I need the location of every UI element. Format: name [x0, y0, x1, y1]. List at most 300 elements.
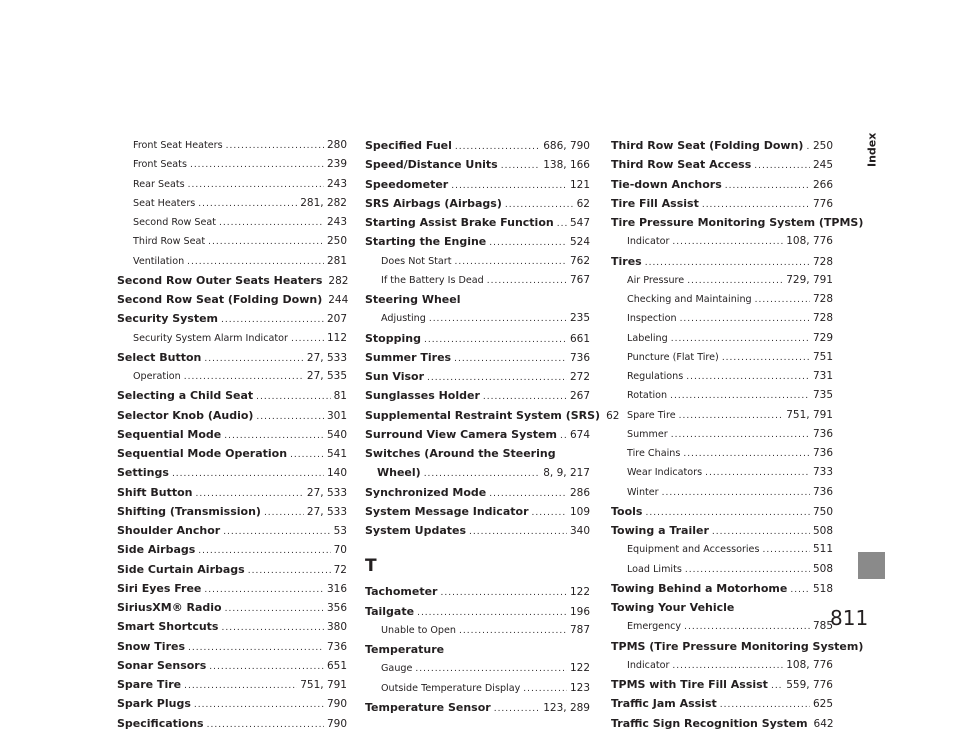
index-column-1 — [117, 136, 347, 733]
entry-label: Tailgate — [365, 604, 415, 618]
entry-page-ref: 751, 791 — [786, 408, 833, 421]
entry-page-ref: 762 — [569, 254, 590, 267]
dot-leader — [685, 561, 810, 580]
dot-leader — [290, 446, 324, 465]
index-subentry — [611, 483, 833, 502]
entry-page-ref: 736 — [569, 351, 590, 364]
index-subentry — [611, 444, 833, 463]
entry-page-ref: 138, 166 — [543, 159, 590, 172]
dot-leader — [754, 157, 810, 176]
index-subentry — [117, 155, 347, 174]
index-entry — [611, 694, 833, 713]
dot-leader — [248, 562, 331, 581]
entry-label: Security System Alarm Indicator — [133, 332, 288, 344]
entry-label: Summer — [627, 428, 668, 440]
entry-page-ref: 559, 776 — [786, 679, 833, 691]
entry-label: Equipment and Accessories — [627, 544, 760, 556]
index-subentry — [117, 252, 347, 271]
entry-label: Supplemental Restraint System (SRS) — [365, 408, 601, 422]
entry-label: Shoulder Anchor — [117, 524, 221, 537]
index-entry — [365, 194, 590, 213]
index-heading — [365, 640, 590, 659]
dot-leader — [725, 177, 810, 196]
entry-page-ref: 266 — [812, 178, 833, 191]
entry-label: Wear Indicators — [627, 467, 703, 479]
index-entry — [117, 714, 347, 733]
entry-page-ref: 731 — [812, 370, 833, 382]
entry-page-ref: 625 — [812, 698, 833, 711]
entry-page-ref: 81 — [333, 390, 347, 403]
index-subentry — [611, 656, 833, 675]
index-entry — [611, 252, 833, 271]
entry-label: Second Row Seat — [133, 217, 216, 228]
entry-page-ref: 281, 282 — [300, 196, 347, 209]
entry-page-ref: 728 — [812, 255, 833, 268]
dot-leader — [219, 214, 324, 233]
index-group-t — [365, 582, 590, 717]
entry-label: Shift Button — [117, 485, 193, 499]
dot-leader — [256, 408, 324, 427]
index-subentry — [611, 386, 833, 405]
index-entry — [117, 656, 347, 675]
entry-page-ref: 196 — [569, 605, 590, 618]
entry-label: Towing Behind a Motorhome — [611, 581, 788, 595]
entry-page-ref: 280 — [326, 139, 347, 151]
entry-label: Third Row Seat (Folding Down) — [611, 139, 804, 152]
dot-leader — [494, 700, 541, 719]
dot-leader — [755, 291, 810, 310]
dot-leader — [209, 658, 324, 677]
entry-page-ref: 674 — [569, 428, 590, 441]
entry-label: Third Row Seat — [133, 236, 206, 248]
entry-label: Side Curtain Airbags — [117, 562, 245, 576]
entry-label: Starting Assist Brake Function — [365, 216, 554, 229]
dot-leader — [188, 639, 324, 658]
entry-page-ref: 53 — [333, 525, 347, 537]
index-entry — [611, 714, 833, 733]
index-subentry — [117, 367, 347, 386]
entry-label: Outside Temperature Display — [381, 682, 521, 694]
index-entry — [117, 694, 347, 713]
entry-label: Snow Tires — [117, 639, 186, 653]
entry-label: Selecting a Child Seat — [117, 389, 254, 403]
entry-page-ref: 27, 533 — [306, 486, 347, 499]
entry-page-ref: 27, 533 — [306, 505, 347, 518]
index-entry — [611, 579, 833, 598]
dot-leader — [194, 696, 324, 715]
entry-label: Smart Shortcuts — [117, 620, 219, 634]
entry-label: Front Seats — [133, 159, 187, 171]
entry-label: Sequential Mode Operation — [117, 447, 288, 460]
entry-label: Tools — [611, 504, 643, 518]
index-entry — [117, 406, 347, 425]
dot-leader — [172, 465, 324, 484]
index-heading — [365, 290, 590, 309]
entry-page-ref: 541 — [326, 448, 347, 460]
entry-label: Adjusting — [381, 313, 426, 325]
entry-label: Traffic Sign Recognition System — [611, 716, 808, 730]
entry-page-ref: 108, 776 — [786, 658, 833, 671]
index-entry — [117, 617, 347, 636]
index-subentry — [611, 425, 833, 444]
entry-page-ref: 72 — [333, 563, 347, 576]
entry-label: Third Row Seat Access — [611, 158, 752, 172]
entry-page-ref: 244 — [328, 294, 349, 306]
entry-page-ref: 790 — [326, 698, 347, 711]
entry-page-ref: 250 — [812, 140, 833, 152]
dot-leader — [204, 581, 324, 600]
entry-page-ref: 207 — [326, 313, 347, 326]
entry-page-ref: 250 — [326, 235, 347, 248]
index-entry — [365, 386, 590, 405]
entry-label: Towing a Trailer — [611, 524, 709, 537]
entry-label: Load Limits — [627, 563, 682, 575]
entry-label: Steering Wheel — [365, 293, 461, 306]
entry-page-ref: 524 — [569, 236, 590, 249]
index-subentry — [611, 232, 833, 251]
dot-leader — [225, 600, 324, 619]
entry-label: Gauge — [381, 663, 413, 675]
entry-label: Winter — [627, 486, 659, 498]
entry-label: SiriusXM® Radio — [117, 601, 222, 614]
entry-label: Front Seat Heaters — [133, 140, 223, 151]
dot-leader — [455, 253, 567, 272]
entry-label: Stopping — [365, 331, 421, 345]
index-entry — [117, 271, 347, 290]
dot-leader — [806, 138, 809, 157]
index-entry — [365, 213, 590, 232]
index-entry — [611, 175, 833, 194]
index-entry — [611, 194, 833, 213]
entry-page-ref: 547 — [569, 217, 590, 229]
index-subentry — [365, 271, 590, 290]
dot-leader — [198, 195, 297, 214]
index-entry — [365, 136, 590, 155]
index-heading — [611, 213, 864, 232]
index-entry — [365, 406, 620, 425]
index-subentry — [365, 679, 590, 698]
entry-label: Security System — [117, 312, 219, 326]
dot-leader — [221, 619, 323, 638]
entry-label: Emergency — [627, 621, 682, 633]
entry-page-ref: 245 — [812, 159, 833, 172]
dot-leader — [722, 349, 810, 368]
dot-leader — [226, 137, 324, 156]
entry-label: Surround View Camera System — [365, 427, 557, 441]
entry-label: Tire Chains — [627, 448, 681, 459]
index-entry — [365, 483, 590, 502]
entry-page-ref: 785 — [812, 620, 833, 633]
dot-leader — [670, 387, 810, 406]
dot-leader — [184, 368, 304, 387]
entry-page-ref: 122 — [569, 662, 590, 675]
entry-page-ref: 281 — [326, 254, 347, 267]
dot-leader — [560, 427, 567, 446]
entry-page-ref: 661 — [569, 332, 590, 345]
dot-leader — [762, 541, 810, 560]
entry-label: Spark Plugs — [117, 697, 191, 711]
entry-page-ref: 686, 790 — [543, 140, 590, 152]
index-subentry — [611, 617, 833, 636]
entry-label: Sonar Sensors — [117, 658, 207, 672]
dot-leader — [429, 310, 567, 329]
dot-leader — [415, 660, 567, 679]
dot-leader — [223, 523, 330, 542]
entry-label: Indicator — [627, 659, 670, 671]
index-entry — [611, 155, 833, 174]
index-entry — [117, 540, 347, 559]
entry-page-ref: 286 — [569, 486, 590, 499]
entry-page-ref: 540 — [326, 428, 347, 441]
dot-leader — [256, 388, 330, 407]
index-entry — [117, 502, 347, 521]
entry-label: Sequential Mode — [117, 427, 222, 441]
index-entry — [365, 367, 590, 386]
entry-label: Rear Seats — [133, 178, 185, 190]
entry-page-ref: 736 — [812, 427, 833, 440]
dot-leader — [187, 253, 324, 272]
dot-leader — [291, 330, 324, 349]
entry-label: Second Row Seat (Folding Down) — [117, 293, 323, 306]
entry-page-ref: 751 — [812, 350, 833, 363]
entry-page-ref: 642 — [813, 717, 834, 730]
entry-page-ref: 62 — [576, 197, 590, 210]
entry-page-ref: 243 — [326, 216, 347, 228]
index-subentry — [611, 540, 833, 559]
index-entry-continued — [365, 463, 590, 482]
entry-page-ref: 27, 535 — [306, 370, 347, 382]
entry-label: Specifications — [117, 716, 204, 730]
dot-leader — [532, 504, 567, 523]
entry-page-ref: 122 — [569, 586, 590, 599]
entry-label: Tires — [611, 254, 642, 268]
index-entry — [117, 309, 347, 328]
dot-leader — [487, 272, 567, 291]
dot-leader — [679, 407, 784, 426]
entry-label: Spare Tire — [627, 409, 676, 421]
dot-leader — [188, 176, 324, 195]
index-subentry — [611, 290, 833, 309]
index-entry — [117, 483, 347, 502]
index-subentry — [611, 406, 833, 425]
entry-page-ref: 511 — [812, 543, 833, 556]
index-entry — [117, 598, 347, 617]
entry-label: Rotation — [627, 390, 668, 402]
index-entry — [365, 155, 590, 174]
dot-leader — [771, 677, 783, 696]
entry-label: System Message Indicator — [365, 504, 529, 518]
dot-leader — [454, 350, 567, 369]
entry-label: Summer Tires — [365, 350, 452, 364]
entry-page-ref: 121 — [569, 178, 590, 191]
index-entry — [117, 348, 347, 367]
entry-label: Selector Knob (Audio) — [117, 408, 254, 422]
entry-label: Labeling — [627, 332, 668, 344]
entry-label: Inspection — [627, 313, 677, 325]
dot-leader — [672, 233, 783, 252]
entry-page-ref: 750 — [812, 505, 833, 518]
entry-page-ref: 787 — [569, 623, 590, 636]
page-number: 811 — [830, 606, 869, 630]
index-subentry — [365, 621, 590, 640]
index-column-2 — [365, 136, 620, 717]
index-subentry — [611, 271, 833, 290]
entry-page-ref: 736 — [812, 485, 833, 498]
entry-label: Specified Fuel — [365, 139, 452, 152]
index-entry — [365, 348, 590, 367]
entry-label: Tire Fill Assist — [611, 196, 699, 210]
entry-label: Regulations — [627, 371, 684, 382]
dot-leader — [440, 584, 566, 603]
entry-label: Does Not Start — [381, 255, 452, 267]
entry-label: TPMS (Tire Pressure Monitoring System) — [611, 639, 864, 653]
entry-label: Indicator — [627, 236, 670, 248]
entry-label: Checking and Maintaining — [627, 294, 752, 305]
entry-label: Seat Heaters — [133, 197, 196, 209]
side-tab-marker — [858, 552, 885, 579]
entry-page-ref: 728 — [812, 312, 833, 325]
dot-leader — [264, 504, 304, 523]
index-subentry — [117, 175, 347, 194]
dot-leader — [680, 310, 810, 329]
entry-label: Siri Eyes Free — [117, 581, 202, 595]
index-entry — [611, 521, 833, 540]
index-subentry — [117, 213, 347, 232]
entry-page-ref: 282 — [328, 274, 349, 287]
dot-leader — [557, 215, 567, 234]
entry-label: Speedometer — [365, 177, 449, 191]
side-tab-label: Index — [865, 132, 879, 168]
entry-page-ref: 316 — [326, 582, 347, 595]
entry-page-ref: 518 — [812, 582, 833, 595]
entry-label: Operation — [133, 371, 181, 382]
dot-leader — [790, 581, 810, 600]
entry-label: Switches (Around the Steering — [365, 447, 556, 460]
entry-page-ref: 728 — [812, 293, 833, 305]
entry-page-ref: 109 — [569, 505, 590, 518]
entry-label: Temperature Sensor — [365, 700, 491, 714]
index-entry — [117, 290, 347, 309]
entry-label: Puncture (Flat Tire) — [627, 351, 719, 363]
index-subentry — [365, 309, 590, 328]
dot-leader — [683, 445, 810, 464]
index-entry — [117, 560, 347, 579]
dot-leader — [671, 330, 810, 349]
entry-page-ref: 112 — [326, 331, 347, 344]
index-entry — [117, 637, 347, 656]
entry-page-ref: 356 — [326, 602, 347, 614]
entry-label: Ventilation — [133, 255, 185, 267]
entry-label: Traffic Jam Assist — [611, 697, 717, 711]
index-entry — [365, 521, 590, 540]
entry-page-ref: 508 — [812, 525, 833, 537]
entry-label: Tire Pressure Monitoring System (TPMS) — [611, 216, 864, 229]
index-entry — [117, 444, 347, 463]
dot-leader — [501, 157, 541, 176]
entry-page-ref: 70 — [333, 544, 347, 557]
entry-page-ref: 651 — [326, 659, 347, 672]
index-entry — [365, 425, 590, 444]
index-entry — [117, 675, 347, 694]
index-entry — [365, 175, 590, 194]
index-heading — [365, 444, 590, 463]
entry-label: Select Button — [117, 350, 202, 364]
index-subentry — [117, 136, 347, 155]
entry-label: Shifting (Transmission) — [117, 504, 261, 518]
dot-leader — [687, 272, 783, 291]
dot-leader — [672, 657, 783, 676]
index-entry — [611, 675, 833, 694]
dot-leader — [489, 234, 567, 253]
dot-leader — [184, 677, 297, 696]
entry-label: Towing Your Vehicle — [611, 601, 735, 614]
index-entry — [365, 329, 590, 348]
entry-page-ref: 27, 533 — [306, 351, 347, 364]
dot-leader — [671, 426, 810, 445]
entry-page-ref: 301 — [326, 409, 347, 422]
entry-page-ref: 380 — [326, 621, 347, 634]
entry-label: Starting the Engine — [365, 235, 487, 249]
dot-leader — [684, 618, 810, 637]
entry-page-ref: 729 — [812, 331, 833, 344]
entry-label: Side Airbags — [117, 543, 196, 557]
index-entry — [117, 463, 347, 482]
index-heading — [611, 598, 833, 617]
index-subentry — [365, 659, 590, 678]
index-subentry — [611, 560, 833, 579]
index-entry — [117, 425, 347, 444]
entry-label: Tachometer — [365, 585, 438, 599]
entry-page-ref: 235 — [569, 312, 590, 325]
entry-page-ref: 108, 776 — [786, 235, 833, 248]
entry-label: Temperature — [365, 643, 445, 656]
index-entry — [365, 502, 590, 521]
index-entry — [365, 698, 590, 717]
dot-leader — [469, 523, 567, 542]
index-subentry — [117, 232, 347, 251]
entry-page-ref: 123 — [569, 681, 590, 694]
dot-leader — [207, 716, 324, 735]
section-letter-t: T — [365, 556, 377, 577]
entry-label: Air Pressure — [627, 274, 685, 286]
index-subentry — [611, 309, 833, 328]
entry-label: Tie-down Anchors — [611, 177, 722, 191]
entry-page-ref: 729, 791 — [786, 273, 833, 286]
entry-label: Wheel) — [377, 466, 421, 480]
entry-page-ref: 736 — [326, 640, 347, 653]
index-entry — [117, 521, 347, 540]
entry-page-ref: 62 — [606, 409, 620, 422]
entry-page-ref: 790 — [326, 717, 347, 730]
entry-page-ref: 733 — [812, 466, 833, 479]
dot-leader — [208, 233, 324, 252]
entry-page-ref: 140 — [326, 467, 347, 480]
dot-leader — [190, 156, 324, 175]
entry-page-ref: 736 — [812, 447, 833, 459]
entry-page-ref: 776 — [812, 197, 833, 210]
index-entry — [365, 582, 590, 601]
dot-leader — [705, 464, 810, 483]
entry-label: If the Battery Is Dead — [381, 274, 484, 286]
entry-page-ref: 751, 791 — [300, 679, 347, 691]
entry-label: Sun Visor — [365, 370, 425, 383]
entry-page-ref: 767 — [569, 273, 590, 286]
index-entry — [611, 502, 833, 521]
entry-label: Second Row Outer Seats Heaters — [117, 273, 323, 287]
entry-page-ref: 123, 289 — [543, 701, 590, 714]
index-subentry — [611, 348, 833, 367]
dot-leader — [662, 484, 810, 503]
